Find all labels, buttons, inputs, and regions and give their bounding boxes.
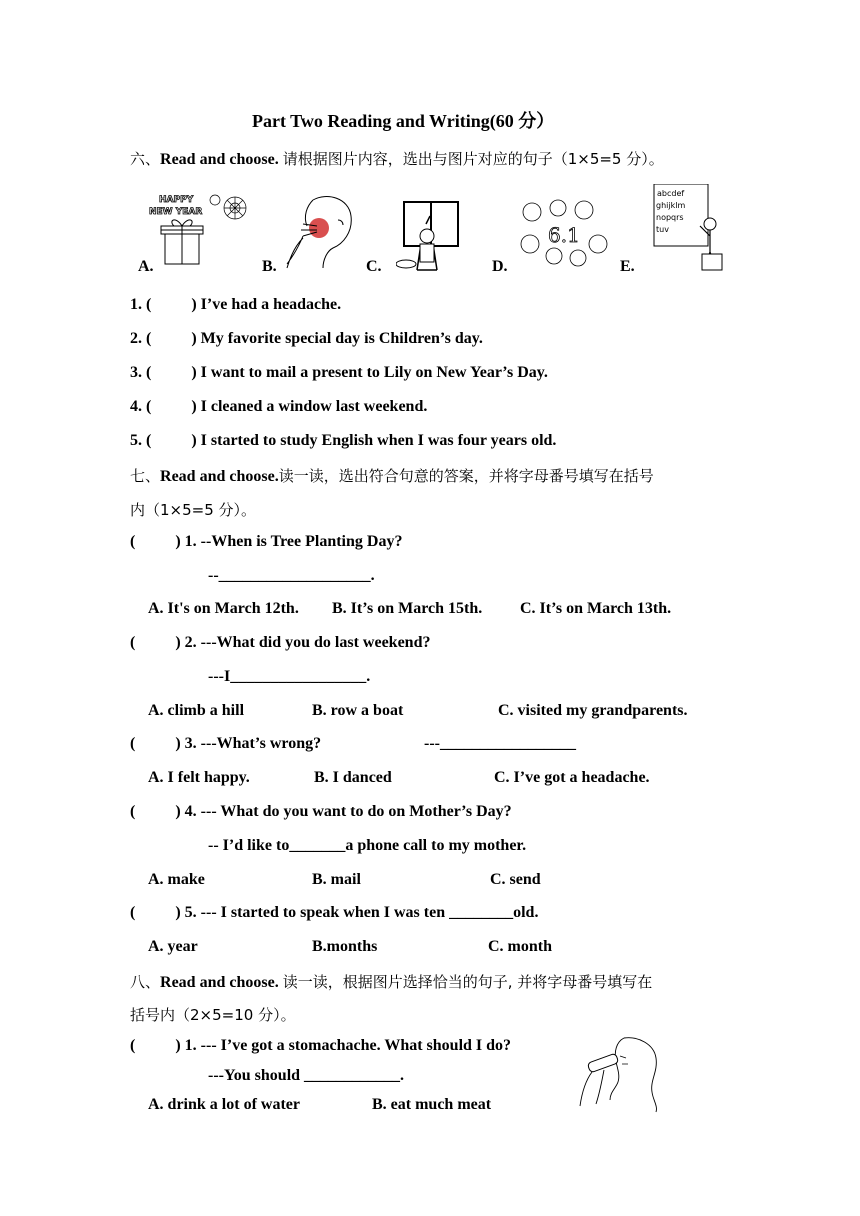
item-text: My favorite special day is Children’s day. (200, 330, 483, 347)
sec7-q1-option-c: C. It’s on March 13th. (520, 600, 672, 617)
picture-a-new-year-gift (145, 190, 260, 268)
section-8-prefix: 八、 (130, 973, 161, 991)
sec7-q3-option-c: C. I’ve got a headache. (494, 769, 650, 786)
answer-blank[interactable]: ( ) (146, 330, 197, 347)
item-text: I cleaned a window last weekend. (200, 398, 428, 415)
sec7-q2-option-b: B. row a boat (312, 702, 404, 719)
section-6-header (130, 148, 664, 169)
item-number: 4. (130, 398, 142, 415)
sec7-q3-option-b: B. I danced (314, 769, 392, 786)
answer-blank[interactable]: ( ) (146, 364, 197, 381)
sec7-q5-option-b: B.months (312, 938, 378, 955)
section-7-instruction-cn-cont: 内（1×5=5 分）。 (130, 501, 257, 519)
question-text: 1. --- I’ve got a stomachache. What should I do? (184, 1037, 512, 1054)
pic-e-line1: abcdef (657, 189, 685, 198)
item-text: I’ve had a headache. (200, 296, 342, 313)
sec7-q4-option-b: B. mail (312, 871, 361, 888)
sec7-q1-option-b: B. It’s on March 15th. (332, 600, 483, 617)
section-7-header (130, 465, 654, 486)
answer-blank[interactable]: ( ) (130, 533, 181, 550)
item-number: 1. (130, 296, 142, 313)
question-text: 4. --- What do you want to do on Mother’s Day? (184, 803, 512, 820)
question-text: 5. --- I started to speak when I was ten ________old. (184, 904, 539, 921)
item-number: 3. (130, 364, 142, 381)
sec6-item-3 (130, 364, 548, 382)
picture-c-cleaning-window (396, 200, 462, 274)
sec7-q1-option-a: A. It's on March 12th. (148, 600, 299, 617)
item-number: 5. (130, 432, 142, 449)
section-6-instruction-cn: 请根据图片内容，选出与图片对应的句子（1×5=5 分）。 (282, 150, 664, 168)
sec7-q5-option-c: C. month (488, 938, 553, 955)
item-text: I started to study English when I was four years old. (200, 432, 557, 449)
answer-blank[interactable]: ( ) (130, 803, 181, 820)
answer-blank[interactable]: ( ) (130, 1037, 181, 1054)
sec8-q1-option-b: B. eat much meat (372, 1096, 492, 1113)
picture-b-headache (283, 190, 363, 272)
sec7-q5 (130, 904, 538, 922)
sec8-q1 (130, 1037, 511, 1055)
sec6-item-4 (130, 398, 427, 416)
sec7-q4 (130, 803, 512, 821)
pic-label-c: C. (366, 258, 382, 275)
section-8-header (130, 971, 652, 992)
sec7-q3 (130, 735, 321, 753)
sec7-q4-option-a: A. make (148, 871, 205, 888)
picture-e-english-class (652, 184, 724, 272)
section-6-prefix: 六、 (130, 150, 161, 168)
section-8-instruction-en: Read and choose. (160, 974, 283, 991)
pic-label-b: B. (262, 258, 277, 275)
sec6-item-5 (130, 432, 556, 450)
pic-a-line1: HAPPY (159, 195, 194, 205)
picture-woman-drinking-water (574, 1034, 660, 1114)
pic-label-d: D. (492, 258, 508, 275)
item-number: 2. (130, 330, 142, 347)
pic-a-line2: NEW YEAR (149, 207, 203, 217)
sec7-q3-answer-line: ---_________________ (424, 735, 576, 752)
sec6-item-2 (130, 330, 483, 348)
question-text: 3. ---What’s wrong? (184, 735, 322, 752)
answer-blank[interactable]: ( ) (146, 296, 197, 313)
sec7-q1 (130, 533, 402, 551)
sec7-q2-option-a: A. climb a hill (148, 702, 245, 719)
answer-blank[interactable]: ( ) (130, 904, 181, 921)
sec7-q5-option-a: A. year (148, 938, 198, 955)
item-text: I want to mail a present to Lily on New Year’s Day. (200, 364, 548, 381)
picture-d-childrens-day (518, 198, 610, 270)
page-title: Part Two Reading and Writing(60 分） (252, 111, 555, 131)
answer-blank[interactable]: ( ) (146, 432, 197, 449)
sec6-item-1 (130, 296, 341, 314)
pic-label-a: A. (138, 258, 154, 275)
sec7-q2-answer-line: ---I_________________. (208, 668, 371, 685)
pic-e-line2: ghijklm (656, 201, 686, 210)
sec7-q4-answer-line: -- I’d like to_______a phone call to my mother. (208, 837, 527, 854)
sec8-q1-answer-line: ---You should ____________. (208, 1067, 405, 1084)
section-8-instruction-cn: 读一读，根据图片选择恰当的句子, 并将字母番号填写在 (282, 973, 653, 991)
section-6-instruction-en: Read and choose. (160, 151, 283, 168)
question-text: 2. ---What did you do last weekend? (184, 634, 431, 651)
sec7-q2-option-c: C. visited my grandparents. (498, 702, 688, 719)
sec7-q4-option-c: C. send (490, 871, 541, 888)
answer-blank[interactable]: ( ) (130, 634, 181, 651)
question-text: 1. --When is Tree Planting Day? (184, 533, 403, 550)
section-7-prefix: 七、 (130, 467, 161, 485)
section-7-instruction-en: Read and choose. (160, 468, 279, 485)
answer-blank[interactable]: ( ) (146, 398, 197, 415)
pic-d-label: 6.1 (548, 223, 580, 247)
pic-e-line3: nopqrs (656, 213, 684, 222)
sec7-q3-option-a: A. I felt happy. (148, 769, 250, 786)
sec7-q2 (130, 634, 430, 652)
sec7-q1-answer-line: --___________________. (208, 567, 375, 584)
answer-blank[interactable]: ( ) (130, 735, 181, 752)
sec8-q1-option-a: A. drink a lot of water (148, 1096, 300, 1113)
section-8-instruction-cn-cont: 括号内（2×5=10 分）。 (130, 1006, 296, 1024)
section-7-instruction-cn: 读一读，选出符合句意的答案，并将字母番号填写在括号 (278, 467, 654, 485)
pic-label-e: E. (620, 258, 635, 275)
pic-e-line4: tuv (656, 225, 669, 234)
